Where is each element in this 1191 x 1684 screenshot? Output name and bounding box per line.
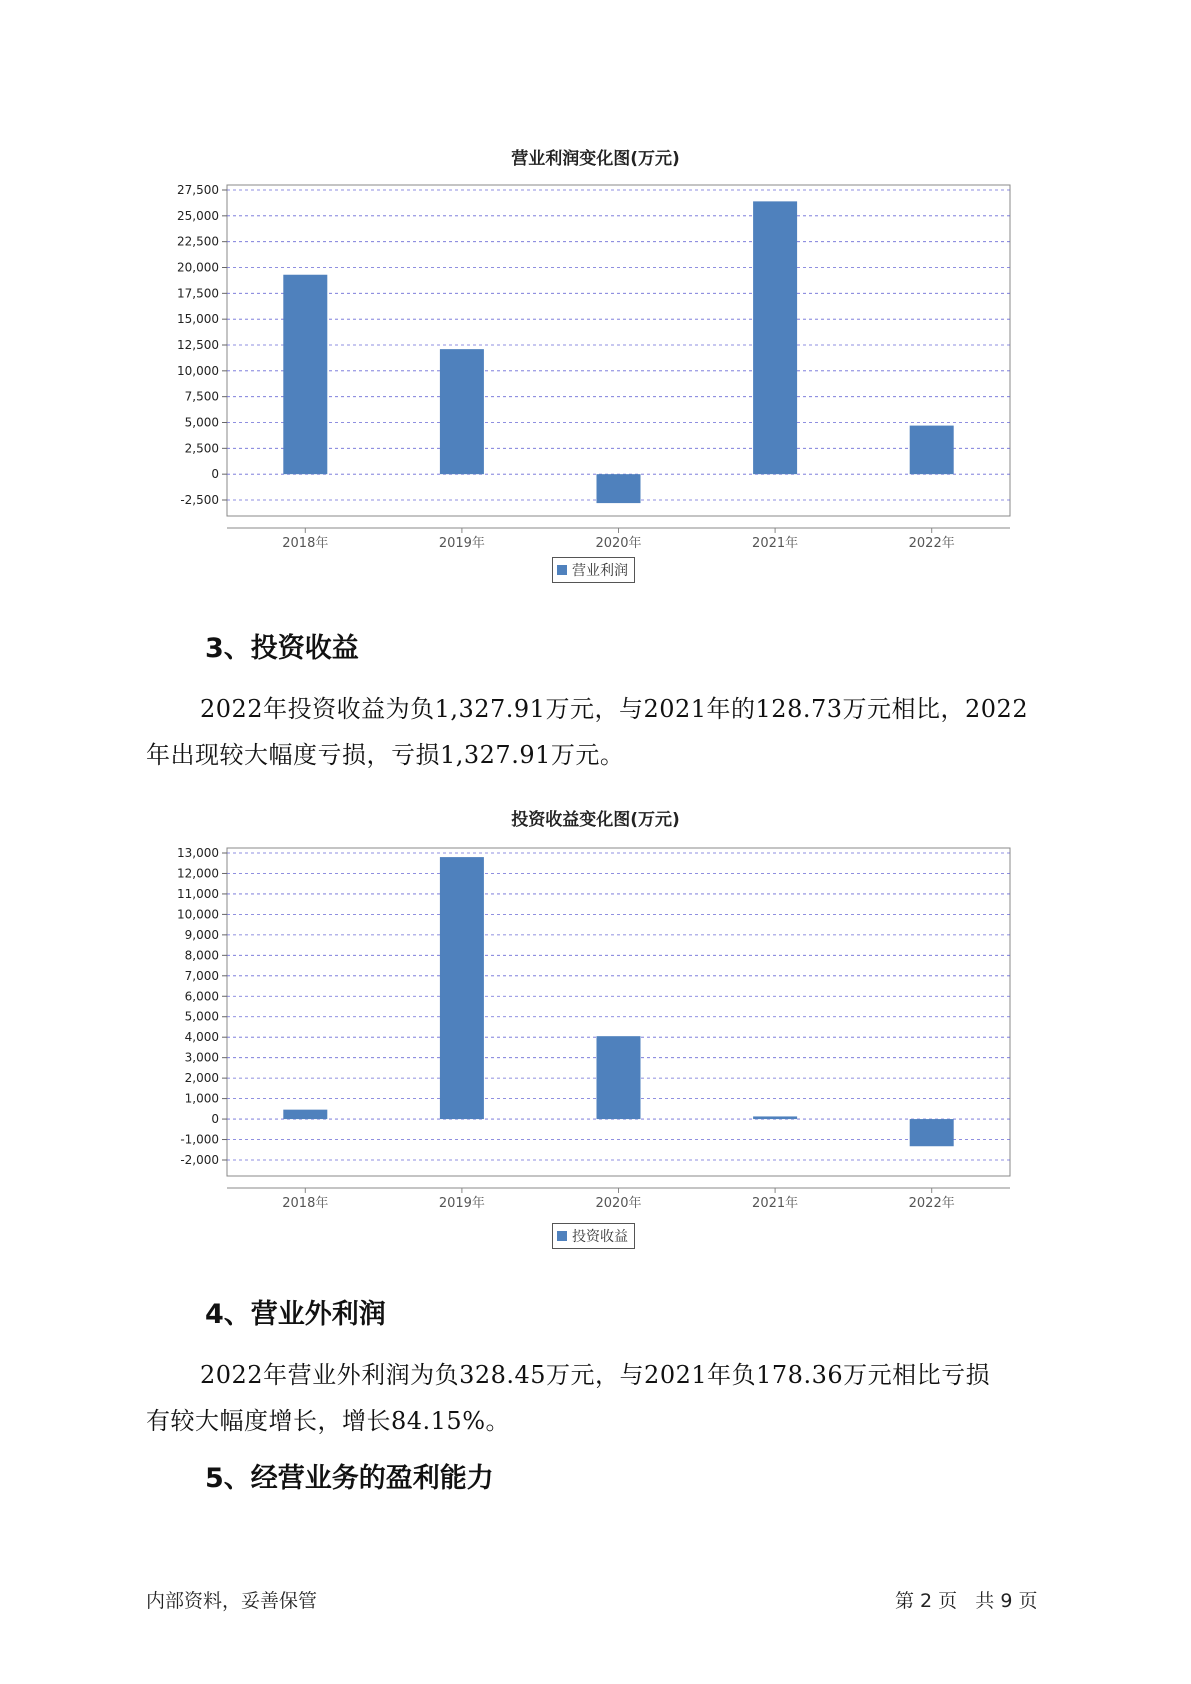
y-tick-label: 0 — [211, 1112, 219, 1127]
y-tick-label: 15,000 — [177, 312, 219, 327]
y-tick-label: 0 — [211, 467, 219, 482]
y-tick-label: 10,000 — [177, 363, 219, 378]
x-tick-label: 2022年 — [908, 536, 955, 551]
y-tick-label: 27,500 — [177, 183, 219, 197]
y-tick-label: -2,000 — [180, 1153, 219, 1167]
y-tick-label: 22,500 — [177, 234, 219, 249]
y-tick-label: 12,500 — [177, 338, 219, 352]
y-tick-label: 13,000 — [177, 846, 219, 860]
x-tick-label: 2021年 — [752, 536, 799, 551]
x-tick-label: 2019年 — [438, 1196, 485, 1211]
y-tick-label: 6,000 — [184, 989, 219, 1004]
legend-swatch — [557, 1231, 567, 1241]
y-tick-label: 9,000 — [184, 927, 219, 942]
x-tick-label: 2020年 — [595, 1196, 642, 1211]
paragraph-line: 2022年投资收益为负1,327.91万元，与2021年的128.73万元相比，2022 — [200, 695, 1029, 723]
y-tick-label: 7,000 — [184, 968, 219, 983]
chart-legend — [552, 1223, 635, 1249]
y-tick-label: 2,000 — [184, 1071, 219, 1086]
bar — [440, 857, 484, 1119]
bar — [597, 1036, 641, 1119]
y-tick-label: 3,000 — [184, 1050, 219, 1065]
x-tick-label: 2019年 — [438, 536, 485, 551]
y-tick-label: 8,000 — [184, 948, 219, 963]
bar — [910, 1119, 954, 1146]
y-tick-label: 7,500 — [184, 389, 219, 404]
paragraph-line: 有较大幅度增长，增长84.15%。 — [146, 1407, 511, 1435]
y-tick-label: 10,000 — [177, 907, 219, 922]
legend-label: 营业利润 — [572, 563, 628, 579]
y-tick-label: 11,000 — [177, 886, 219, 901]
y-tick-label: 25,000 — [177, 208, 219, 223]
y-tick-label: 1,000 — [184, 1091, 219, 1106]
y-tick-label: 12,000 — [177, 866, 219, 881]
legend-label: 投资收益 — [572, 1229, 628, 1245]
y-tick-label: -1,000 — [180, 1132, 219, 1147]
bar — [283, 1110, 327, 1119]
y-tick-label: 2,500 — [184, 441, 219, 456]
section-paragraph — [146, 1352, 1076, 1444]
chart-title: 营业利润变化图(万元) — [511, 149, 680, 169]
y-tick-label: 5,000 — [184, 1009, 219, 1024]
y-tick-label: 20,000 — [177, 260, 219, 275]
x-tick-label: 2018年 — [282, 1196, 329, 1211]
y-tick-label: 17,500 — [177, 286, 219, 301]
x-tick-label: 2020年 — [595, 536, 642, 551]
plot-area — [227, 848, 1010, 1176]
paragraph-line: 年出现较大幅度亏损，亏损1,327.91万元。 — [146, 741, 625, 769]
section-heading: 4、营业外利润 — [205, 1299, 386, 1330]
chart-title: 投资收益变化图(万元) — [511, 810, 680, 830]
footer-confidential-note: 内部资料，妥善保管 — [146, 1590, 318, 1612]
y-tick-label: 5,000 — [184, 415, 219, 430]
x-tick-label: 2021年 — [752, 1196, 799, 1211]
x-tick-label: 2018年 — [282, 536, 329, 551]
paragraph-line: 2022年营业外利润为负328.45万元，与2021年负178.36万元相比亏损 — [200, 1361, 991, 1389]
footer-page-number: 第 2 页 共 9 页 — [895, 1590, 1038, 1612]
y-tick-label: 4,000 — [184, 1030, 219, 1045]
section-heading: 3、投资收益 — [205, 633, 359, 664]
bar — [753, 1116, 797, 1119]
y-tick-label: -2,500 — [180, 493, 219, 507]
section-heading: 5、经营业务的盈利能力 — [205, 1463, 494, 1494]
x-tick-label: 2022年 — [908, 1196, 955, 1211]
